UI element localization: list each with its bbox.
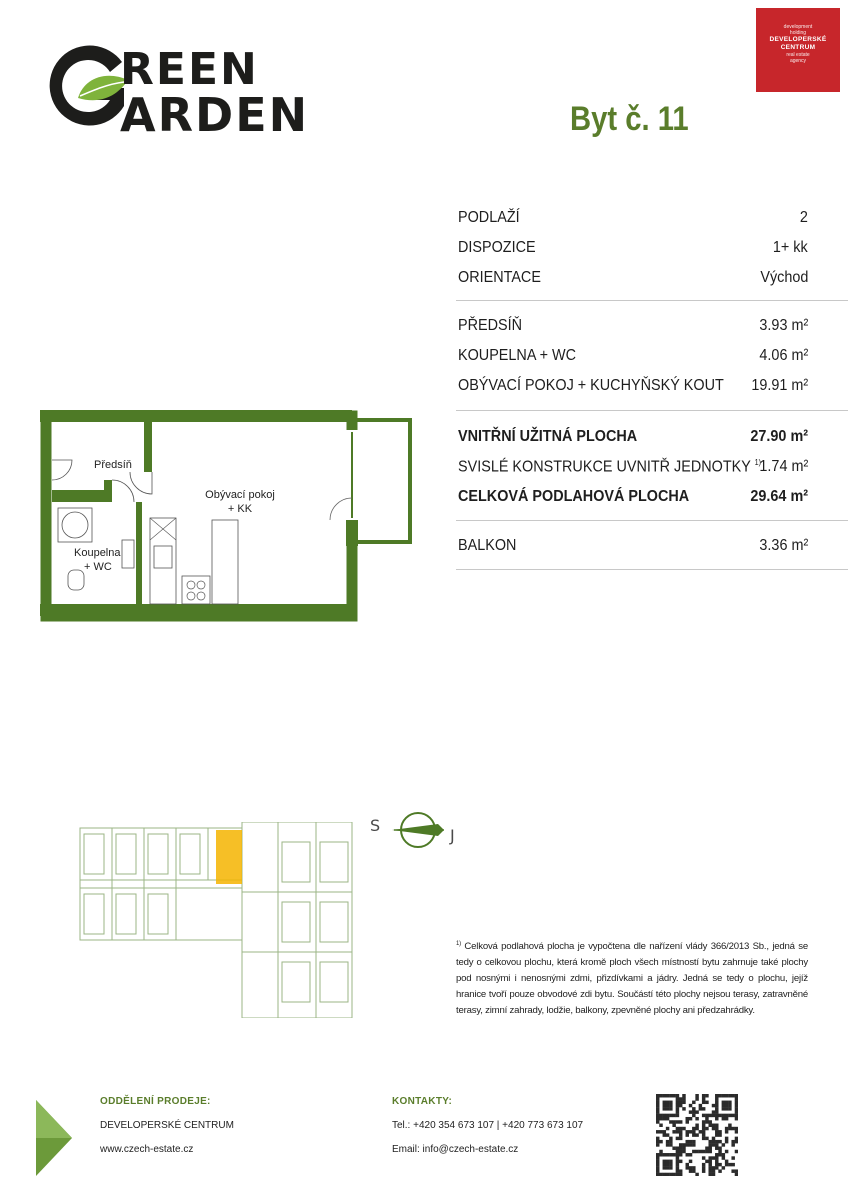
highlighted-unit [216,830,242,884]
logo-word-arden: ARDEN [120,88,310,142]
footnote-marker: 1) [456,941,461,947]
spec-totals [456,423,808,513]
divider [456,300,848,301]
developer-logo-line: DEVELOPERSKÉ [769,36,827,43]
footnote-marker: 1) [754,458,762,467]
developer-logo-line: development [783,24,813,30]
spec-row-total-area [456,483,808,513]
building-key-plan [72,822,362,1018]
room-label-living-kk: + KK [227,503,253,515]
footnote-text: Celková podlahová plocha je vypočtena dle nařízení vlády 366/2013 Sb., jedná se tedy o celkovou plochu, která kromě ploch všech místností bytu zahrnuje také plochy pod nosnými i nenosnými zdmi, přizdívkami a jádry. Jedná se tedy o plochu, jejíž hranice tvoří pouze obvodové zdi bytu. Součástí této plochy nejsou terasy, zatravněné terasy, zimní zahrady, lodžie, balkony, zpevněné plochy ani předzahrádky. [456,941,809,1017]
play-arrow-icon [36,1100,72,1176]
sales-company: DEVELOPERSKÉ CENTRUM [100,1120,234,1131]
spec-label: PODLAŽÍ [458,209,520,226]
spec-row-layout [456,234,808,264]
spec-value: 19.91 m² [751,377,808,394]
spec-label: PŘEDSÍŇ [458,317,523,334]
spec-label-text: SVISLÉ KONSTRUKCE UVNITŘ JEDNOTKY [458,458,751,476]
spec-value: 1+ kk [773,239,808,256]
logo-word-reen: REEN [120,44,259,95]
room-label-bath: Koupelna [74,547,121,559]
divider [456,569,848,570]
spec-row-balcony [456,532,808,562]
spec-basic [456,204,808,294]
room-label-bath-wc: + WC [84,561,112,573]
developer-logo-line: holding [789,30,807,36]
spec-label: KOUPELNA + WC [458,347,577,364]
spec-row-floor [456,204,808,234]
footnote [456,936,808,1019]
spec-value: 27.90 m² [750,428,808,445]
compass-icon [390,810,446,850]
spec-balcony [456,532,808,562]
spec-label: OBÝVACÍ POKOJ + KUCHYŇSKÝ KOUT [458,377,724,394]
spec-row-bathroom [456,342,808,372]
spec-label: BALKON [458,537,517,554]
spec-label: CELKOVÁ PODLAHOVÁ PLOCHA [458,488,690,505]
spec-row-hall [456,312,808,342]
room-label-living: Obývací pokoj [205,489,275,501]
compass-south-label: S [370,816,381,835]
sales-heading: ODDĚLENÍ PRODEJE: [100,1096,211,1107]
divider [456,410,848,411]
contacts-phone: Tel.: +420 354 673 107 | +420 773 673 107 [392,1120,584,1131]
spec-row-walls [456,453,808,483]
spec-value: Východ [759,269,808,286]
contacts-email-link[interactable]: Email: info@czech-estate.cz [392,1144,519,1155]
divider [456,520,848,521]
spec-value: 3.36 m² [759,537,808,554]
spec-rooms [456,312,808,402]
contacts-heading: KONTAKTY: [392,1096,453,1107]
spec-value: 29.64 m² [750,488,808,505]
spec-row-living [456,372,808,402]
developer-logo [756,8,840,92]
spec-label: VNITŘNÍ UŽITNÁ PLOCHA [458,428,638,445]
spec-value: 1.74 m² [759,458,808,475]
developer-logo-line: real estate [786,52,810,58]
room-label-hall: Předsíň [94,459,132,471]
spec-label [458,458,761,476]
spec-value: 3.93 m² [759,317,808,334]
sales-website-link[interactable]: www.czech-estate.cz [100,1144,194,1155]
spec-value: 4.06 m² [759,347,808,364]
spec-label: ORIENTACE [458,269,541,286]
compass-north-label: J [450,826,455,845]
developer-logo-line: agency [789,58,807,64]
spec-label: DISPOZICE [458,239,536,256]
spec-value: 2 [799,209,808,226]
spec-row-orientation [456,264,808,294]
apartment-floor-plan [40,410,420,622]
unit-title: Byt č. 11 [570,100,689,138]
spec-row-inner-area [456,423,808,453]
developer-logo-line: CENTRUM [780,44,816,51]
qr-code-icon[interactable] [656,1094,738,1176]
